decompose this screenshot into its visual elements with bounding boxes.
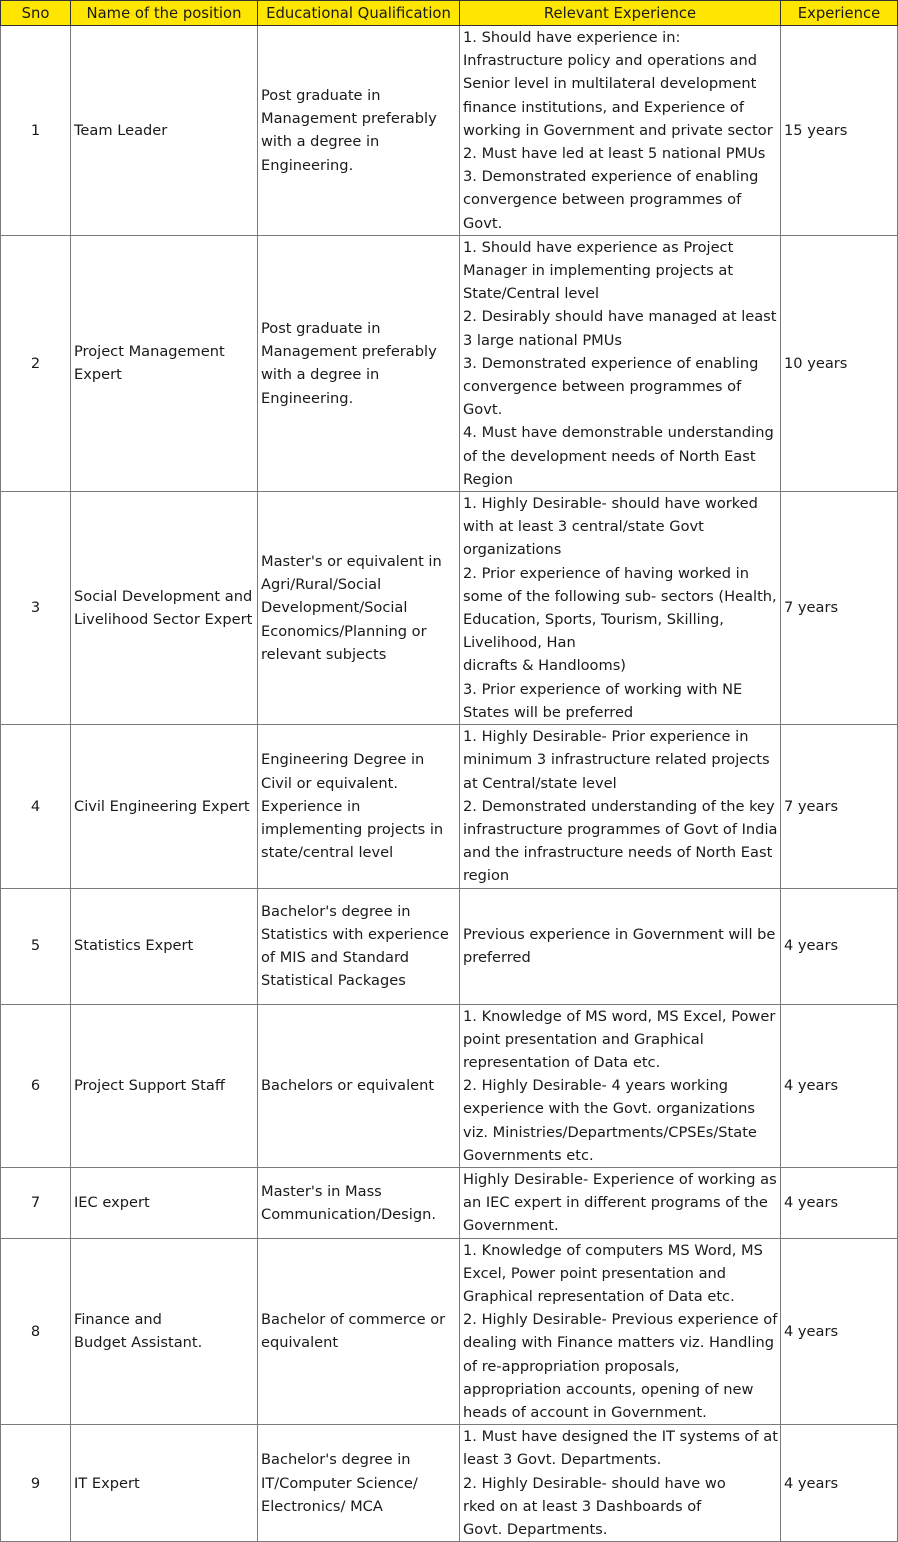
relevant_experience-line: some of the following sub- sectors (Health, — [463, 587, 777, 605]
cell-experience: 4 years — [781, 1004, 898, 1167]
relevant_experience-line: heads of account in Government. — [463, 1403, 707, 1421]
qualification-line: of MIS and Standard — [261, 949, 409, 967]
qualification-line: Civil or equivalent. — [261, 774, 398, 792]
cell-relevant-experience — [460, 725, 781, 888]
qualification-line: IT/Computer Science/ — [261, 1474, 418, 1492]
table-row — [1, 725, 898, 888]
qualification-line: equivalent — [261, 1334, 339, 1352]
relevant_experience-line: Government. — [463, 1217, 559, 1235]
cell-sno: 5 — [1, 888, 71, 1004]
position-line: Expert — [74, 366, 122, 384]
position-line: Project Support Staff — [74, 1077, 225, 1095]
cell-position — [71, 26, 258, 236]
relevant_experience-line: preferred — [463, 949, 531, 967]
table-row — [1, 26, 898, 236]
cell-sno: 3 — [1, 492, 71, 725]
relevant_experience-line: Previous experience in Government will be — [463, 925, 776, 943]
relevant_experience-line: 3. Demonstrated experience of enabling — [463, 354, 759, 372]
relevant_experience-line: least 3 Govt. Departments. — [463, 1451, 662, 1469]
cell-sno: 1 — [1, 26, 71, 236]
relevant_experience-line: convergence between programmes of — [463, 378, 742, 396]
relevant_experience-line: convergence between programmes of — [463, 191, 742, 209]
cell-sno: 9 — [1, 1425, 71, 1542]
relevant_experience-line: Govt. Departments. — [463, 1520, 608, 1538]
cell-experience: 4 years — [781, 1167, 898, 1238]
cell-sno: 8 — [1, 1238, 71, 1425]
qualification-line: Bachelor of commerce or — [261, 1311, 446, 1329]
cell-relevant-experience — [460, 1425, 781, 1542]
relevant_experience-line: Govt. — [463, 214, 503, 232]
position-line: Statistics Expert — [74, 937, 194, 955]
cell-sno: 7 — [1, 1167, 71, 1238]
relevant_experience-line: point presentation and Graphical — [463, 1030, 704, 1048]
qualification-line: Master's or equivalent in — [261, 553, 442, 571]
relevant_experience-line: 1. Should have experience in: — [463, 29, 681, 46]
table-row — [1, 888, 898, 1004]
cell-relevant-experience — [460, 235, 781, 491]
position-line: IEC expert — [74, 1194, 150, 1212]
relevant_experience-line: States will be preferred — [463, 703, 634, 721]
relevant_experience-line: infrastructure programmes of Govt of India — [463, 820, 778, 838]
relevant_experience-line: 3. Demonstrated experience of enabling — [463, 168, 759, 186]
cell-experience: 4 years — [781, 888, 898, 1004]
relevant_experience-line: Infrastructure policy and operations and — [463, 52, 757, 70]
table-row — [1, 492, 898, 725]
qualification-line: Bachelor's degree in — [261, 1451, 411, 1469]
qualification-line: implementing projects in — [261, 820, 444, 838]
cell-qualification — [258, 1167, 460, 1238]
relevant_experience-line: working in Government and private sector — [463, 121, 773, 139]
relevant_experience-line: appropriation accounts, opening of new — [463, 1380, 754, 1398]
position-line: Project Management — [74, 343, 225, 361]
relevant_experience-line: Govt. — [463, 401, 503, 419]
relevant_experience-line: 2. Prior experience of having worked in — [463, 564, 749, 582]
relevant_experience-line: Education, Sports, Tourism, Skilling, — [463, 611, 724, 629]
header-experience: Experience — [781, 1, 898, 26]
header-row — [1, 1, 898, 26]
qualification-line: Statistical Packages — [261, 972, 406, 990]
relevant_experience-line: organizations — [463, 541, 562, 559]
qualification-line: Communication/Design. — [261, 1205, 436, 1223]
cell-relevant-experience — [460, 1167, 781, 1238]
table-row — [1, 235, 898, 491]
relevant_experience-line: 1. Should have experience as Project — [463, 238, 734, 256]
position-line: Civil Engineering Expert — [74, 797, 250, 815]
position-line: IT Expert — [74, 1474, 140, 1492]
qualification-line: Agri/Rural/Social — [261, 576, 382, 594]
relevant_experience-line: Region — [463, 470, 513, 488]
qualification-line: Bachelor's degree in — [261, 902, 411, 920]
relevant_experience-line: 1. Highly Desirable- should have worked — [463, 495, 758, 513]
qualification-line: Post graduate in — [261, 320, 381, 338]
relevant_experience-line: 2. Demonstrated understanding of the key — [463, 797, 775, 815]
cell-qualification — [258, 492, 460, 725]
cell-position — [71, 235, 258, 491]
relevant_experience-line: of the development needs of North East — [463, 447, 756, 465]
cell-experience: 10 years — [781, 235, 898, 491]
position-line: Team Leader — [74, 121, 168, 139]
relevant_experience-line: 1. Knowledge of MS word, MS Excel, Power — [463, 1007, 776, 1025]
relevant_experience-line: Senior level in multilateral development — [463, 75, 757, 93]
relevant_experience-line: experience with the Govt. organizations — [463, 1100, 755, 1118]
cell-qualification — [258, 888, 460, 1004]
header-sno: Sno — [1, 1, 71, 26]
cell-position — [71, 1004, 258, 1167]
relevant_experience-line: 1. Highly Desirable- Prior experience in — [463, 728, 749, 746]
relevant_experience-line: 1. Must have designed the IT systems of at — [463, 1428, 778, 1446]
qualification-line: Experience in — [261, 797, 361, 815]
qualification-line: Statistics with experience — [261, 925, 449, 943]
relevant_experience-line: State/Central level — [463, 285, 600, 303]
cell-relevant-experience — [460, 1004, 781, 1167]
cell-position — [71, 492, 258, 725]
qualification-line: Management preferably — [261, 110, 437, 128]
cell-experience: 7 years — [781, 725, 898, 888]
relevant_experience-line: Graphical representation of Data etc. — [463, 1287, 735, 1305]
qualification-line: Electronics/ MCA — [261, 1497, 383, 1515]
qualification-line: Development/Social — [261, 599, 408, 617]
cell-relevant-experience — [460, 26, 781, 236]
position-line: Livelihood Sector Expert — [74, 611, 253, 629]
position-line: Budget Assistant. — [74, 1334, 203, 1352]
relevant_experience-line: dealing with Finance matters viz. Handling — [463, 1334, 775, 1352]
relevant_experience-line: viz. Ministries/Departments/CPSEs/State — [463, 1123, 757, 1141]
cell-qualification — [258, 26, 460, 236]
qualification-line: state/central level — [261, 844, 394, 862]
relevant_experience-line: 2. Desirably should have managed at least — [463, 308, 777, 326]
header-relevant-experience: Relevant Experience — [460, 1, 781, 26]
cell-experience: 15 years — [781, 26, 898, 236]
cell-position — [71, 888, 258, 1004]
cell-relevant-experience — [460, 888, 781, 1004]
relevant_experience-line: minimum 3 infrastructure related projects — [463, 751, 770, 769]
cell-sno: 2 — [1, 235, 71, 491]
relevant_experience-line: 1. Knowledge of computers MS Word, MS — [463, 1241, 763, 1259]
cell-experience: 4 years — [781, 1238, 898, 1425]
position-line: Social Development and — [74, 587, 253, 605]
relevant_experience-line: an IEC expert in different programs of the — [463, 1194, 768, 1212]
relevant_experience-line: rked on at least 3 Dashboards of — [463, 1497, 702, 1515]
relevant_experience-line: 3 large national PMUs — [463, 331, 623, 349]
qualification-line: with a degree in — [261, 366, 380, 384]
table-row — [1, 1167, 898, 1238]
cell-position — [71, 1167, 258, 1238]
qualification-line: Bachelors or equivalent — [261, 1077, 435, 1095]
qualification-line: Engineering. — [261, 156, 354, 174]
cell-qualification — [258, 235, 460, 491]
cell-position — [71, 1238, 258, 1425]
relevant_experience-line: Highly Desirable- Experience of working as — [463, 1170, 777, 1188]
relevant_experience-line: Excel, Power point presentation and — [463, 1264, 727, 1282]
relevant_experience-line: 2. Highly Desirable- Previous experience of — [463, 1311, 778, 1329]
relevant_experience-line: at Central/state level — [463, 774, 617, 792]
relevant_experience-line: Manager in implementing projects at — [463, 262, 734, 280]
relevant_experience-line: dicrafts & Handlooms) — [463, 657, 627, 675]
cell-position — [71, 725, 258, 888]
relevant_experience-line: 3. Prior experience of working with NE — [463, 680, 743, 698]
relevant_experience-line: Livelihood, Han — [463, 634, 576, 652]
cell-qualification — [258, 1004, 460, 1167]
cell-qualification — [258, 725, 460, 888]
table-row — [1, 1238, 898, 1425]
qualification-line: Management preferably — [261, 343, 437, 361]
relevant_experience-line: 2. Highly Desirable- 4 years working — [463, 1077, 729, 1095]
relevant_experience-line: 2. Must have led at least 5 national PMUs — [463, 145, 766, 163]
cell-position — [71, 1425, 258, 1542]
relevant_experience-line: Governments etc. — [463, 1146, 594, 1164]
qualification-line: Engineering Degree in — [261, 751, 425, 769]
relevant_experience-line: finance institutions, and Experience of — [463, 98, 744, 116]
qualification-line: with a degree in — [261, 133, 380, 151]
relevant_experience-line: with at least 3 central/state Govt — [463, 518, 704, 536]
qualification-line: Engineering. — [261, 389, 354, 407]
cell-sno: 4 — [1, 725, 71, 888]
header-position: Name of the position — [71, 1, 258, 26]
relevant_experience-line: 4. Must have demonstrable understanding — [463, 424, 774, 442]
header-qualification: Educational Qualification — [258, 1, 460, 26]
relevant_experience-line: 2. Highly Desirable- should have wo — [463, 1474, 726, 1492]
relevant_experience-line: and the infrastructure needs of North East — [463, 844, 773, 862]
qualification-line: Post graduate in — [261, 87, 381, 104]
qualification-line: Economics/Planning or — [261, 622, 427, 640]
table-row — [1, 1004, 898, 1167]
cell-relevant-experience — [460, 492, 781, 725]
cell-experience: 4 years — [781, 1425, 898, 1542]
table-row — [1, 1425, 898, 1542]
qualification-line: relevant subjects — [261, 645, 387, 663]
cell-qualification — [258, 1238, 460, 1425]
relevant_experience-line: region — [463, 867, 510, 885]
cell-experience: 7 years — [781, 492, 898, 725]
qualification-line: Master's in Mass — [261, 1182, 382, 1200]
relevant_experience-line: representation of Data etc. — [463, 1053, 661, 1071]
cell-qualification — [258, 1425, 460, 1542]
position-line: Finance and — [74, 1311, 162, 1329]
cell-relevant-experience — [460, 1238, 781, 1425]
cell-sno: 6 — [1, 1004, 71, 1167]
relevant_experience-line: of re-appropriation proposals, — [463, 1357, 680, 1375]
